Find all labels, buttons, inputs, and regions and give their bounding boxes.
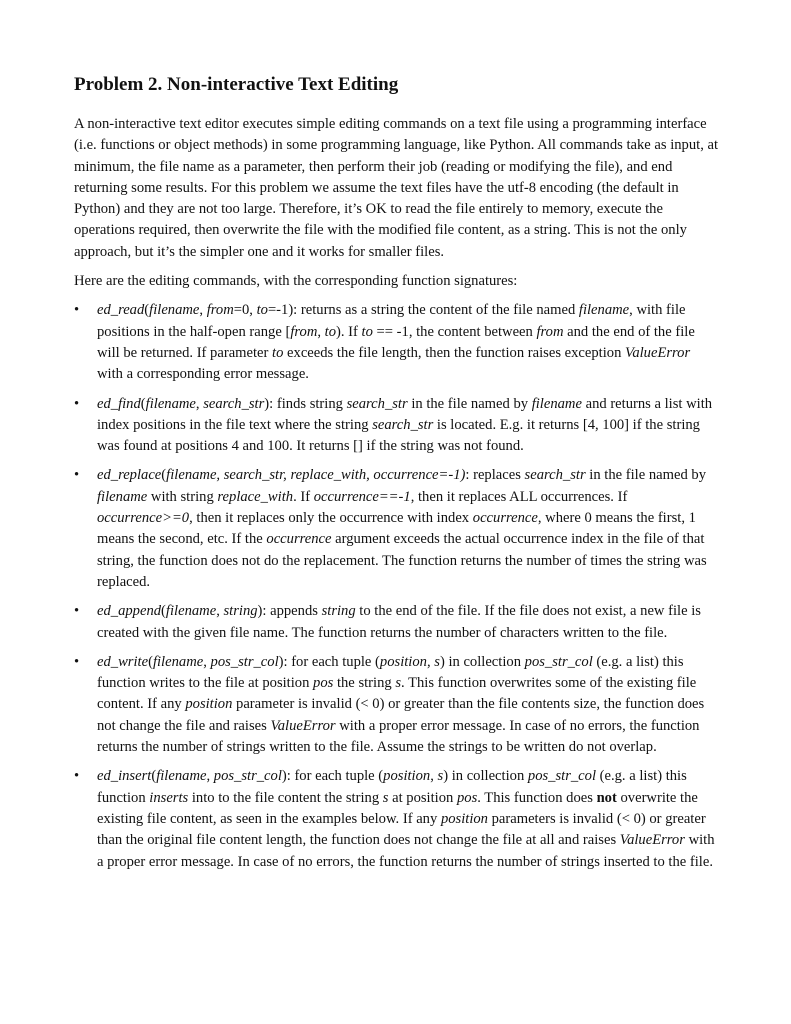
emphasized-text: pos [313, 675, 334, 692]
text-run: and returns a list with index positions in the file text where the string [97, 395, 713, 433]
text-run: into to the file content the string [188, 789, 383, 806]
text-run: and the end of the file will be returned. If parameter [97, 323, 695, 361]
emphasized-text: filename [149, 302, 200, 319]
emphasized-text: filename [145, 395, 196, 412]
emphasized-text: string [321, 603, 356, 620]
emphasized-text: ValueError [270, 717, 336, 734]
text-run: , where 0 means the first, 1 means the second, etc. If the [97, 510, 696, 548]
text-run: to the end of the file. If the file does not exist, a new file is created with the given file name. The function returns the number of characters written to the file. [97, 603, 701, 641]
emphasized-text: to [256, 302, 268, 319]
text-run: , [430, 768, 438, 785]
text-run: ( [144, 302, 150, 319]
emphasized-text: occurrence [266, 531, 332, 548]
text-run: (e.g. a list) this function writes to the file at position [97, 653, 684, 692]
text-run: ( [161, 467, 167, 484]
emphasized-text: position [383, 768, 431, 785]
text-run: , [199, 302, 207, 319]
command-list [74, 300, 719, 872]
text-run: A non-interactive text editor executes simple editing commands on a text file using a programming interface (i.e. functions or object methods) in some programming language, like Python. All commands take as input, at minimum, the file name as a parameter, then perform their job (reading or modifying the file), and end returning some results. For this problem we assume the text files have the utf-8 encoding (the default in Python) and they are not too large. Therefore, it’s OK to read the file entirely to memory, execute the operations required, then overwrite the file with the modified file content, as a string. This is not the only approach, but it’s the simpler one and it works for smaller files. [74, 116, 719, 260]
emphasized-text: pos_str_col [527, 768, 596, 785]
emphasized-text: pos_str_col [210, 653, 279, 670]
emphasized-text: position [185, 696, 233, 713]
emphasized-text: string [223, 603, 258, 620]
emphasized-text: filename [152, 653, 204, 670]
text-run: parameter is invalid (< 0) or greater than the file contents size, the function does not change the file and raises [97, 696, 705, 734]
emphasized-text: s [382, 789, 389, 806]
text-run: ): for each tuple ( [278, 653, 380, 670]
emphasized-text: filename [165, 603, 217, 620]
emphasized-text: inserts [149, 789, 189, 806]
text-run: ( [148, 653, 153, 670]
command-ed-insert [74, 766, 719, 872]
text-run: with string [147, 488, 218, 505]
emphasized-text: replace_with [217, 488, 294, 505]
emphasized-text: pos_str_col [213, 768, 282, 785]
text-run: is located. E.g. it returns [4, 100] if the string was found at positions 4 and 100. It returns [] if the string was not found. [97, 416, 700, 455]
text-run: , [206, 768, 214, 785]
text-run: with a proper error message. In case of no errors, the function returns the number of strings written to the file. Assume the strings to be written do not overlap. [97, 717, 700, 756]
text-run: : replaces [465, 467, 525, 484]
text-run: ) in collection [443, 768, 528, 785]
text-run: at position [388, 789, 457, 806]
emphasized-text: filename [156, 768, 207, 785]
text-run: exceeds the file length, then the function raises exception [283, 344, 626, 361]
text-run: Here are the editing commands, with the corresponding function signatures: [74, 273, 518, 290]
text-run: . This function does [477, 789, 597, 806]
command-ed-append [74, 601, 719, 644]
text-run: =0, [233, 302, 257, 319]
text-run: , [195, 395, 204, 412]
emphasized-text: ed_insert [97, 768, 152, 785]
emphasized-text: s [395, 675, 402, 692]
emphasized-text: s [434, 653, 440, 670]
emphasized-text: occurrence==-1 [313, 488, 411, 505]
emphasized-text: s [437, 768, 444, 785]
text-run: (e.g. a list) this function [97, 768, 687, 806]
emphasized-text: filename [531, 395, 582, 412]
text-run: , [317, 323, 325, 340]
text-run: ( [161, 603, 166, 620]
text-run: ): for each tuple ( [281, 768, 384, 785]
emphasized-text: filename [97, 488, 148, 505]
text-run: ). If [336, 323, 362, 340]
text-run: with a corresponding error message. [97, 366, 309, 383]
command-ed-replace [74, 465, 719, 593]
text-run: parameters is invalid (< 0) or greater than the original file content length, the function does not change the file at all and raises [97, 810, 706, 849]
text-run: , [216, 603, 224, 620]
text-run: in the file named by [407, 395, 532, 412]
emphasized-text: ed_find [97, 395, 141, 412]
emphasized-text: search_str [203, 395, 265, 412]
emphasized-text: position [379, 653, 427, 670]
emphasized-text: ed_write [97, 653, 149, 670]
text-run: ): finds string [264, 395, 347, 412]
emphasized-text: search_str [346, 395, 408, 412]
emphasized-text: to [324, 323, 337, 340]
text-run: ( [151, 768, 157, 785]
text-run: in the file named by [585, 467, 706, 484]
emphasized-text: occurrence>=0 [97, 510, 190, 527]
emphasized-text: ed_append [97, 603, 162, 620]
text-run: , then it replaces only the occurrence with index [189, 510, 473, 527]
emphasized-text: position [440, 810, 488, 827]
emphasized-text: ed_read [97, 302, 145, 319]
emphasized-text: from [206, 302, 234, 319]
text-run: == -1, the content between [372, 323, 537, 340]
text-run: ): appends [257, 603, 322, 620]
text-run: . If [293, 488, 314, 505]
text-run: , [426, 653, 435, 670]
emphasized-text: to [361, 323, 373, 340]
document-page [74, 72, 719, 881]
command-ed-read [74, 300, 719, 385]
emphasized-text: ValueError [625, 344, 691, 361]
text-run: =-1): returns as a string the content of the file named [267, 302, 579, 319]
text-run: ) in collection [439, 653, 525, 670]
text-run: , [203, 653, 211, 670]
text-run: the string [333, 675, 396, 692]
emphasized-text: from [290, 323, 318, 340]
text-run: , then it replaces ALL occurrences. If [410, 488, 628, 505]
intro-paragraph [74, 114, 719, 263]
emphasized-text: not [596, 789, 617, 806]
emphasized-text: from [536, 323, 564, 340]
emphasized-text: pos [456, 789, 478, 806]
text-run: ( [140, 395, 146, 412]
command-ed-write [74, 652, 719, 758]
emphasized-text: ed_replace [97, 467, 162, 484]
emphasized-text: search_str [524, 467, 586, 484]
emphasized-text: to [272, 344, 284, 361]
command-ed-find [74, 394, 719, 458]
text-run: argument exceeds the actual occurrence index in the file of that string, the function does not do the replacement. The function returns the number of times the string was replaced. [97, 531, 707, 590]
emphasized-text: search_str [372, 416, 434, 433]
emphasized-text: filename [578, 302, 630, 319]
emphasized-text: ValueError [619, 832, 685, 849]
text-run: with a proper error message. In case of no errors, the function returns the number of strings inserted to the file. [97, 832, 715, 870]
emphasized-text: filename, search_str, replace_with, occurrence=-1) [166, 467, 466, 484]
text-run: overwrite the existing file content, as seen in the examples below. If any [97, 789, 698, 827]
text-run: , with file positions in the half-open range [ [97, 302, 686, 340]
text-run: . This function overwrites some of the existing file content. If any [97, 675, 697, 713]
emphasized-text: occurrence [472, 510, 538, 527]
problem-title: Problem 2. Non-interactive Text Editing [74, 74, 399, 95]
commands-lead-paragraph [74, 271, 719, 292]
emphasized-text: pos_str_col [524, 653, 593, 670]
